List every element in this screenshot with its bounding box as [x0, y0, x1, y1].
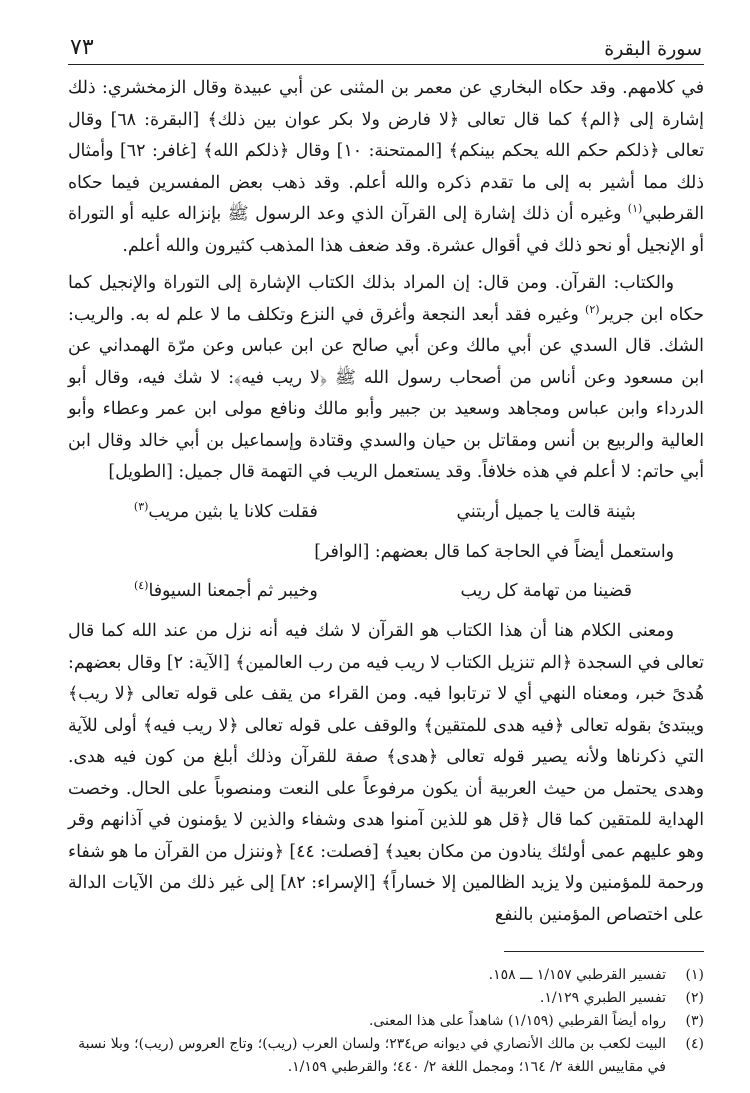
verse-second-hemistich [78, 497, 374, 527]
footnote-number: (٤) [685, 1036, 704, 1052]
text-fragment: وغيره [580, 204, 628, 224]
paragraph-3: واستعمل أيضاً في الحاجة كما قال بعضهم: [الوافر] [314, 541, 674, 562]
verse-text: وخيبر ثم أجمعنا السيوفا [148, 581, 318, 601]
paragraph-4: ومعنى الكلام هنا أن هذا الكتاب هو القرآن لا شك فيه أنه نزل من عند الله كما قال تعالى في السجدة ﴿الم تنزيل الكتاب لا ريب فيه من رب العالمين﴾ [الآية: ٢] وقال بعضهم: هُدىً خبر، ومعناه النهي أي لا ترتابوا فيه. ومن القراء من يقف على قوله تعالى ﴿لا ريب﴾ ويبتدئ بقوله تعالى ﴿فيه هدى للمتقين﴾ والوقف على قوله تعالى ﴿لا ريب فيه﴾ أولى للآية التي ذكرناها ولأنه يصير قوله تعالى ﴿هدى﴾ صفة للقرآن وذلك أبلغ من كون فيه هدى. وهدى يحتمل من حيث العربية أن يكون مرفوعاً على النعت ومنصوباً على الحال. وخصت الهداية للمتقين كما قال ﴿قل هو للذين آمنوا هدى وشفاء والذين لا يؤمنون في آذانهم وقر وهو عليهم عمى أولئك ينادون من مكان بعيد﴾ [فصلت: ٤٤] ﴿وننزل من القرآن ما هو شفاء ورحمة للمؤمنين ولا يزيد الظالمين إلا خساراً﴾ [الإسراء: ٨٢] إلى غير ذلك من الآيات الدالة على اختصاص المؤمنين بالنفع [68, 621, 704, 925]
text-line: أن ذلك إشارة إلى القرآن الذي وعد الرسول ﷺ بإنزاله عليه أو التوراة أو الإنجيل أو نحو ذلك [68, 204, 704, 256]
footnote-item [68, 1010, 704, 1033]
paragraph-2 [68, 268, 704, 489]
poetry-verse-1 [78, 497, 694, 527]
poetry-verse-2 [78, 576, 694, 606]
text-fragment: والكتاب: القرآن. ومن قال: إن المراد بذلك الكتاب الإشارة إلى التوراة والإنجيل كما حكاه ابن جرير [68, 273, 704, 325]
text-line: إشارة إلى ﴿الم﴾ كما قال تعالى ﴿لا فارض ولا بكر عوان بين ذلك﴾ [البقرة: ٦٨] وقال تعالى [68, 109, 705, 161]
footnote-number: (٣) [685, 1013, 704, 1029]
footnote-item [68, 964, 704, 987]
footnote-text: البيت لكعب بن مالك الأنصاري في ديوانه ص٢٣٤؛ ولسان العرب (ريب)؛ وتاج العروس (ريب)؛ وبلا نسبة في مقاييس اللغة ٢/ ١٦٤؛ ومجمل اللغة ٢/ ٤٤٠؛ والقرطبي ١/١٥٩. [78, 1036, 666, 1075]
footnote-number: (٢) [685, 990, 704, 1006]
footnote-ref-3[interactable]: (٣) [133, 499, 149, 513]
footnote-text: تفسير الطبري ١/١٢٩. [539, 990, 666, 1006]
footnote-text: تفسير القرطبي ١/١٥٧ ـــ ١٥٨. [488, 967, 666, 983]
verse-second-hemistich [78, 576, 374, 606]
footnotes [68, 964, 704, 1079]
text-fragment: وغيره فقد أبعد النجعة وأغرق في النزع وتكلف ما لا علم له به. والريب: الشك. قال السدي عن أبي مالك وعن أبي صالح عن ابن عباس وعن مرّة الهمداني عن ابن مسعود وعن أناس من أصحاب رسول الله ﷺ ﴿لا ريب فيه﴾: لا شك فيه، وقال أبو الدرداء وابن عباس ومجاهد وسعيد بن جبير وأبو مالك ونافع مولى ابن عمر وعطاء وأبو العالية والربيع بن أنس ومقاتل بن حيان والسدي وقتادة وإسماعيل بن أبي خالد وقال ابن أبي حاتم: لا أعلم في هذه خلافاً. وقد يستعمل الريب في التهمة قال جميل: [الطويل] [68, 304, 704, 482]
main-text [68, 73, 704, 931]
footnote-ref-4[interactable]: (٤) [133, 579, 149, 593]
footnote-number: (١) [685, 967, 704, 983]
text-line: ﴿ذلكم حكم الله يحكم بينكم﴾ [الممتحنة: ١٠] وقال ﴿ذلكم الله﴾ [غافر: ٦٢] وأمثال ذلك [68, 141, 704, 193]
verse-first-hemistich: بثينة قالت يا جميل أربتني [456, 501, 636, 522]
footnote-text: رواه أيضاً القرطبي (١/١٥٩) شاهداً على هذا المعنى. [368, 1013, 666, 1029]
verse-text: فقلت كلانا يا بثين مريب [148, 501, 318, 522]
footnote-ref-2[interactable]: (٢) [585, 302, 600, 316]
footnote-item [68, 1033, 704, 1079]
paragraph-1 [68, 73, 704, 262]
footnote-ref-1[interactable]: (١) [627, 202, 643, 216]
page-number: ٧٣ [70, 35, 94, 60]
text-line: في كلامهم. وقد حكاه البخاري عن معمر بن المثنى عن أبي عبيدة وقال الزمخشري: ذلك [68, 78, 704, 98]
text-line: مما أشير به إلى ما تقدم ذكره والله أعلم. وقد ذهب بعض المفسرين فيما حكاه القرطبي [68, 172, 705, 224]
footnote-divider [504, 951, 704, 952]
verse-first-hemistich: قضينا من تهامة كل ريب [460, 581, 632, 601]
page-header [68, 30, 704, 65]
text-line: في أقوال عشرة. وقد ضعف هذا المذهب كثيرون والله أعلم. [122, 235, 549, 256]
footnote-item [68, 987, 704, 1010]
book-page [68, 30, 704, 1079]
surah-title: سورة البقرة [604, 38, 702, 60]
